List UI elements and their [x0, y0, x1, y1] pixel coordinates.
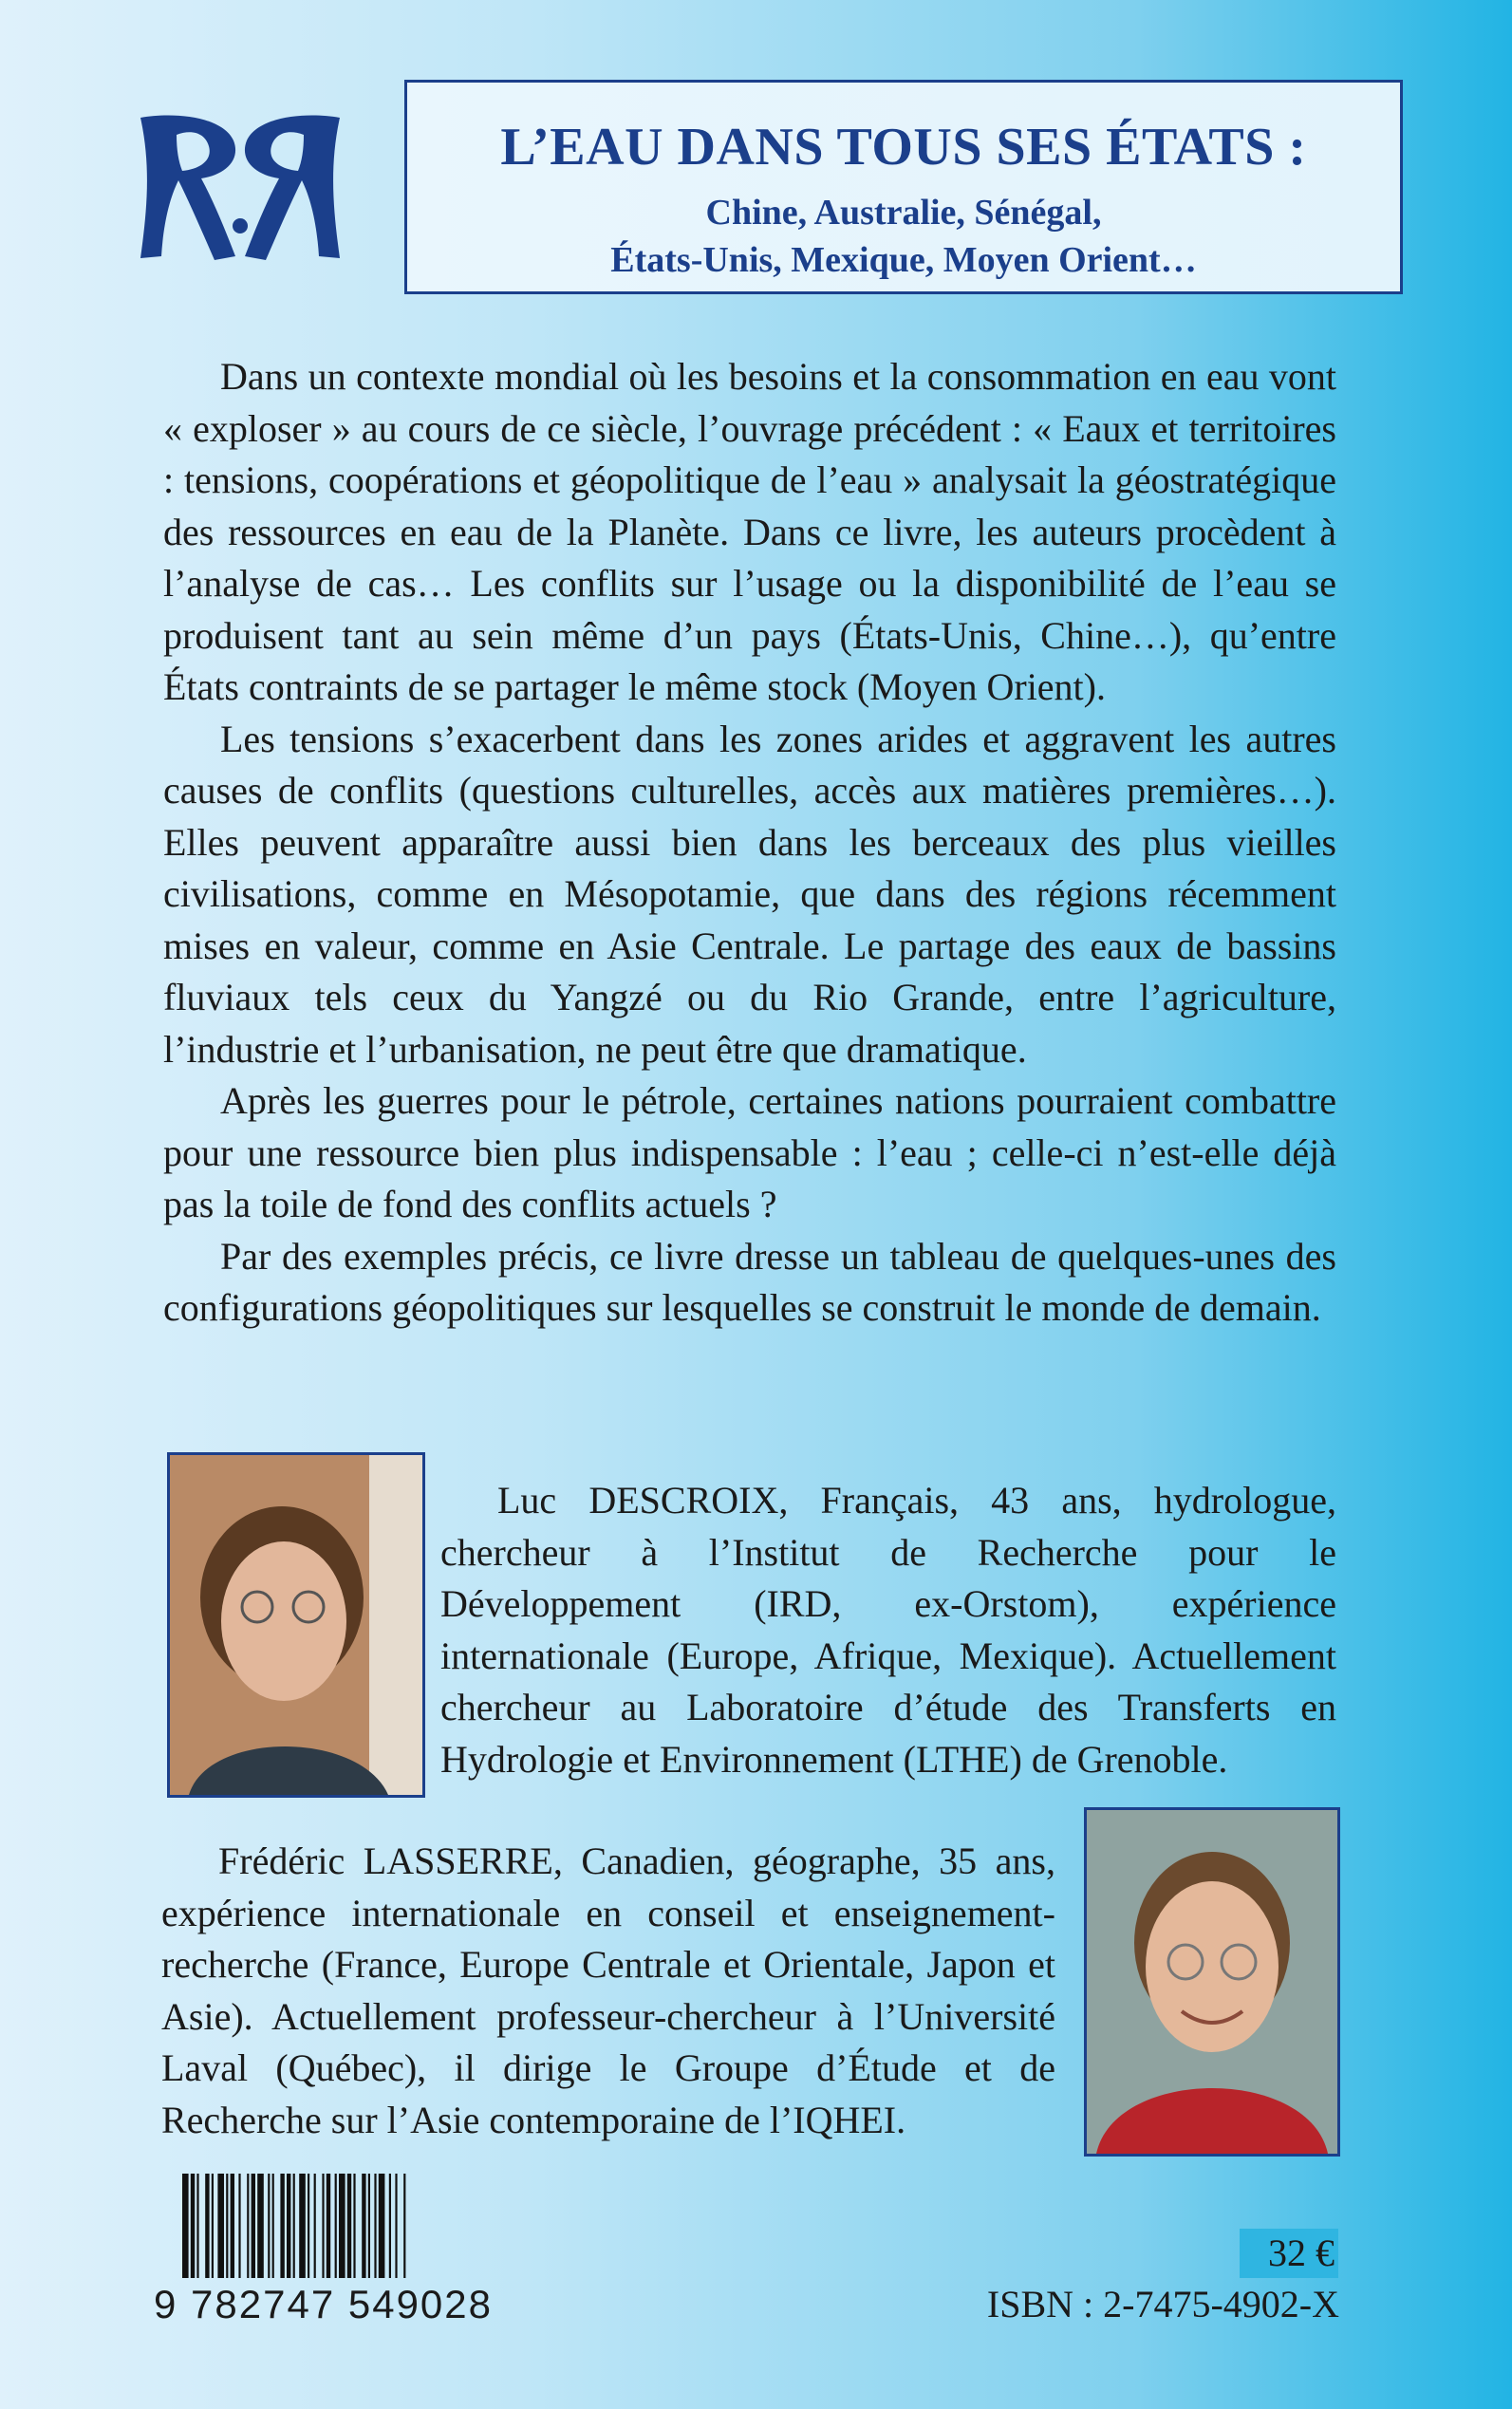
barcode-bar [196, 2174, 198, 2278]
barcode-bar [322, 2174, 324, 2278]
barcode-bar [374, 2174, 376, 2278]
barcode-bar [247, 2174, 249, 2278]
author-bio-1 [440, 1475, 1336, 1785]
book-subtitle-line2: États-Unis, Mexique, Moyen Orient… [610, 240, 1197, 280]
author-photo-luc-descroix [167, 1452, 425, 1798]
barcode-bar [403, 2174, 405, 2278]
barcode-bar [335, 2174, 337, 2278]
barcode-bar [368, 2174, 370, 2278]
barcode-bar [280, 2174, 284, 2278]
barcode-bar [252, 2174, 255, 2278]
barcode-bar [212, 2174, 214, 2278]
blurb [163, 351, 1336, 1335]
book-title: L’EAU DANS TOUS SES ÉTATS : [500, 118, 1307, 177]
barcode-bar [268, 2174, 270, 2278]
barcode-bar [327, 2174, 330, 2278]
barcode-bar [293, 2174, 295, 2278]
barcode-bar [257, 2174, 264, 2278]
barcode-bar [362, 2174, 365, 2278]
barcode-bar [238, 2174, 240, 2278]
author-bio-text: Frédéric LASSERRE, Canadien, géographe, 35 ans, expérience internationale en conseil et enseignement-recherche (France, Europe Centrale et Orientale, Japon et Asie). Actuellement professeur-chercheur à l’Université Laval (Québec), il dirige le Groupe d’Étude et de Recherche sur l’Asie contemporaine de l’IQHEI. [161, 1839, 1055, 2141]
blurb-paragraph: Les tensions s’exacerbent dans les zones arides et aggravent les autres causes de conflits (questions culturelles, accès aux matières premières…). Elles peuvent apparaître aussi bien dans les berceaux des plus vieilles civilisations, comme en Mésopotamie, que dans des régions récemment mises en valeur, comme en Asie Centrale. Le partage des eaux de bassins fluviaux tels ceux du Yangzé ou du Rio Grande, entre l’agriculture, l’industrie et l’urbanisation, ne peut être que dramatique. [163, 717, 1336, 1071]
barcode-bar [347, 2174, 351, 2278]
barcode-bar [308, 2174, 309, 2278]
barcode-bar [205, 2174, 209, 2278]
blurb-paragraph: Après les guerres pour le pétrole, certaines nations pourraient combattre pour une ressource bien plus indispensable : l’eau ; celle-ci n’est-elle déjà pas la toile de fond des conflits actuels ? [163, 1079, 1336, 1225]
portrait-icon [1087, 1810, 1337, 2154]
barcode-bar [217, 2174, 224, 2278]
author-photo-frederic-lasserre [1084, 1807, 1340, 2157]
book-subtitle-line1: Chine, Australie, Sénégal, [705, 193, 1102, 233]
barcode-bar [226, 2174, 228, 2278]
barcode-bar [379, 2174, 385, 2278]
barcode-bar [395, 2174, 397, 2278]
barcode-bar [314, 2174, 316, 2278]
barcode-bar [353, 2174, 355, 2278]
isbn: ISBN : 2-7475-4902-X [986, 2283, 1339, 2325]
barcode-bar [339, 2174, 345, 2278]
price-badge: 32 € [1240, 2229, 1338, 2278]
blurb-paragraph: Par des exemples précis, ce livre dresse un tableau de quelques-unes des configurations géopolitiques sur lesquelles se construit le monde de demain. [163, 1234, 1336, 1329]
author-bio-2 [161, 1836, 1055, 2146]
barcode-bar [389, 2174, 391, 2278]
publisher-logo-icon [135, 112, 345, 264]
blurb-paragraph: Dans un contexte mondial où les besoins et la consommation en eau vont « exploser » au cours de ce siècle, l’ouvrage précédent : « Eaux et territoires : tensions, coopérations et géopolitique de l’eau » analysait la géostratégique des ressources en eau de la Planète. Dans ce livre, les auteurs procèdent à l’analyse de cas… Les conflits sur l’usage ou la disponibilité de l’eau se produisent tant au sein même d’un pays (États-Unis, Chine…), qu’entre États contraints de se partager le même stock (Moyen Orient). [163, 355, 1336, 708]
barcode-bar [299, 2174, 306, 2278]
barcode-bar [191, 2174, 195, 2278]
barcode-bar [287, 2174, 290, 2278]
barcode-bar [272, 2174, 274, 2278]
barcode-bar [231, 2174, 234, 2278]
title-box [404, 80, 1403, 294]
barcode-digits: 9 782747 549028 [154, 2282, 493, 2326]
barcode-bar [182, 2174, 189, 2278]
portrait-icon [170, 1455, 422, 1795]
author-bio-text: Luc DESCROIX, Français, 43 ans, hydrologue, chercheur à l’Institut de Recherche pour le Développement (IRD, ex-Orstom), expérience internationale (Europe, Afrique, Mexique). Actuellement chercheur au Laboratoire d’étude des Transferts en Hydrologie et Environnement (LTHE) de Grenoble. [440, 1479, 1336, 1781]
